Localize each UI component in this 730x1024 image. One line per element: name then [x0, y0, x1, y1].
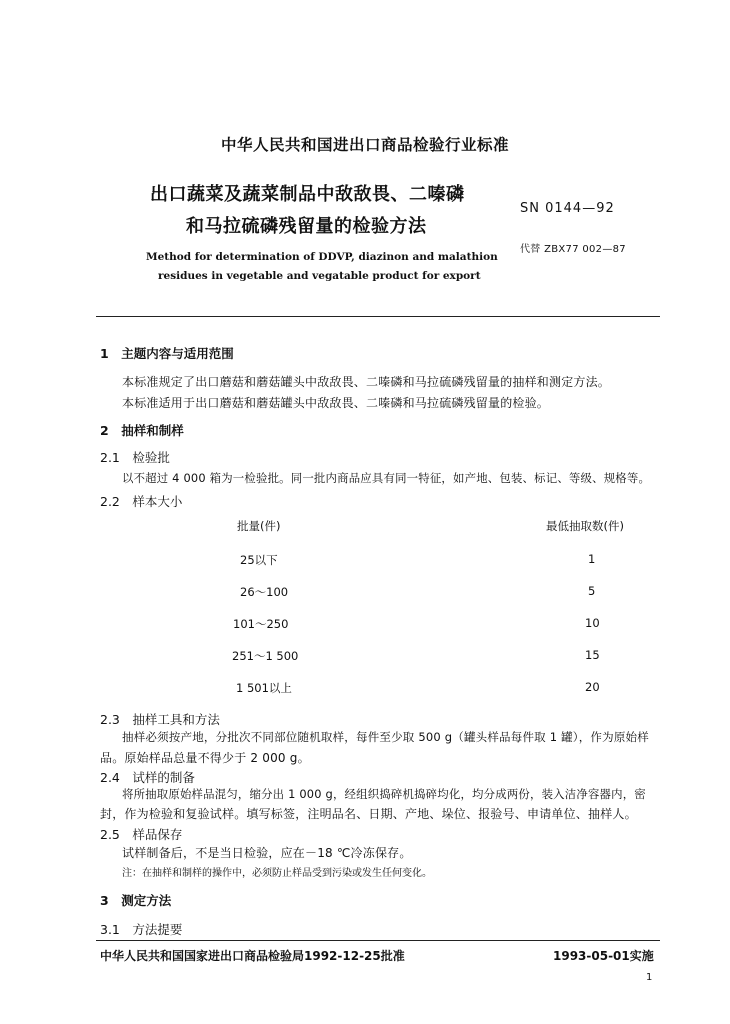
section-2-5-heading: 2.5 样品保存 [100, 827, 183, 842]
section-2-5-note: 注：在抽样和制样的操作中，必须防止样品受到污染或发生任何变化。 [122, 868, 432, 879]
table-cell-min: 10 [585, 616, 600, 630]
section-2-4-heading: 2.4 试样的制备 [100, 770, 195, 785]
section-2-heading: 2 抽样和制样 [100, 423, 184, 438]
table-cell-lot: 1 501以上 [236, 681, 292, 695]
section-1-paragraph-2: 本标准适用于出口蘑菇和蘑菇罐头中敌敌畏、二嗪磷和马拉硫磷残留量的检验。 [122, 396, 550, 410]
table-cell-lot: 25以下 [240, 553, 278, 567]
section-2-1-paragraph: 以不超过 4 000 箱为一检验批。同一批内商品应具有同一特征，如产地、包装、标记、等级、规格等。 [122, 471, 651, 485]
replaces-note: 代替 ZBX77 002—87 [520, 244, 626, 255]
section-1-heading: 1 主题内容与适用范围 [100, 346, 234, 361]
standard-number: SN 0144—92 [520, 201, 615, 216]
table-cell-lot: 251～1 500 [232, 649, 299, 663]
table-header-min-samples: 最低抽取数(件) [546, 519, 624, 533]
table-cell-min: 1 [588, 552, 596, 566]
section-2-4-paragraph-line1: 将所抽取原始样品混匀，缩分出 1 000 g，经组织捣碎机捣碎均化，均分成两份，装入洁净容器内，密 [122, 787, 646, 801]
table-cell-lot: 101～250 [233, 617, 289, 631]
standard-category: 中华人民共和国进出口商品检验行业标准 [220, 136, 509, 154]
effective-date: 1993-05-01实施 [553, 949, 654, 963]
approval-statement: 中华人民共和国国家进出口商品检验局1992-12-25批准 [100, 949, 405, 963]
table-cell-min: 5 [588, 584, 596, 598]
table-cell-lot: 26～100 [240, 585, 289, 599]
section-2-3-paragraph-line2: 品。原始样品总量不得少于 2 000 g。 [100, 751, 310, 765]
table-header-lot: 批量(件) [237, 519, 281, 533]
section-3-heading: 3 测定方法 [100, 893, 172, 908]
section-3-1-heading: 3.1 方法提要 [100, 922, 183, 937]
document-title-line1: 出口蔬菜及蔬菜制品中敌敌畏、二嗪磷 [150, 184, 465, 205]
section-2-3-paragraph-line1: 抽样必须按产地，分批次不同部位随机取样，每件至少取 500 g（罐头样品每件取 1 罐），作为原始样 [122, 730, 649, 744]
section-2-4-paragraph-line2: 封，作为检验和复验试样。填写标签，注明品名、日期、产地、垛位、报验号、申请单位、抽样人。 [100, 807, 637, 821]
footer-divider [96, 940, 660, 941]
section-1-paragraph-1: 本标准规定了出口蘑菇和蘑菇罐头中敌敌畏、二嗪磷和马拉硫磷残留量的抽样和测定方法。 [122, 375, 611, 389]
section-2-3-heading: 2.3 抽样工具和方法 [100, 712, 220, 727]
header-divider [96, 316, 660, 317]
english-title-line2: residues in vegetable and vegatable product for export [158, 270, 481, 282]
table-cell-min: 20 [585, 680, 600, 694]
english-title-line1: Method for determination of DDVP, diazinon and malathion [146, 251, 498, 263]
section-2-1-heading: 2.1 检验批 [100, 450, 170, 465]
page-number: 1 [646, 972, 653, 983]
document-title-line2: 和马拉硫磷残留量的检验方法 [186, 216, 427, 237]
table-cell-min: 15 [585, 648, 600, 662]
section-2-2-heading: 2.2 样本大小 [100, 494, 183, 509]
section-2-5-paragraph: 试样制备后，不是当日检验，应在－18 ℃冷冻保存。 [122, 846, 412, 860]
